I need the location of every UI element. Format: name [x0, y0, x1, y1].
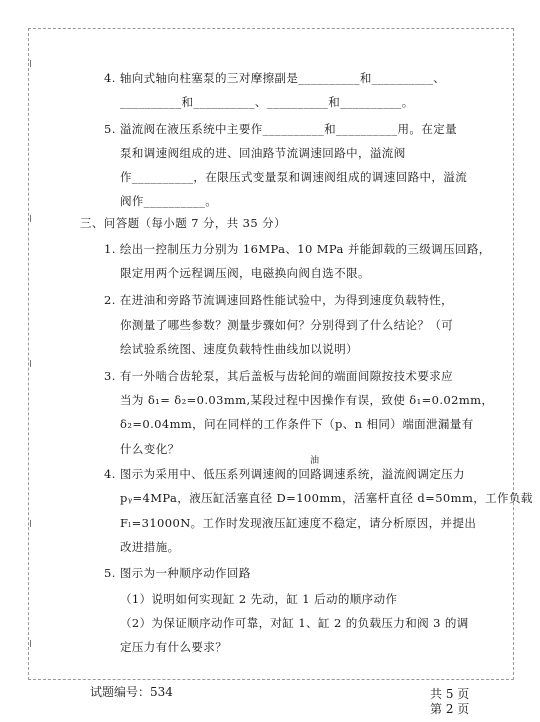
binding-tick: [30, 360, 31, 367]
question-line: 5. 溢流阀在液压系统中主要作__________和__________用。在定量: [104, 122, 458, 136]
question-line: Fₗ=31000N。工作时发现液压缸速度不稳定，请分析原因，并提出: [120, 516, 477, 530]
question-line: 4. 图示为采用中、低压系列调速阀的回路调速系统，溢流阀调定压力: [104, 467, 465, 481]
binding-tick: [30, 215, 31, 222]
question-line: δ₂=0.04mm，问在同样的工作条件下（p、n 相同）端面泄漏量有: [120, 417, 474, 431]
margin-note: 油: [310, 456, 320, 466]
question-line: 你测量了哪些参数？测量步骤如何？分别得到了什么结论？（可: [120, 318, 454, 332]
section-heading: 三、问答题（每小题 7 分，共 35 分）: [80, 216, 286, 230]
question-line: 作__________，在限压式变量泵和调速阀组成的调速回路中，溢流: [120, 170, 468, 184]
question-line: 1. 绘出一控制压力分别为 16MPa、10 MPa 并能卸载的三级调压回路，: [104, 242, 491, 256]
question-line: 4. 轴向式轴向柱塞泵的三对摩擦副是__________和__________、: [104, 71, 446, 85]
question-line: 2. 在进油和旁路节流调速回路性能试验中，为得到速度负载特性，: [104, 293, 454, 307]
question-line: 绘试验系统图、速度负载特性曲线加以说明）: [120, 342, 358, 356]
question-line: 什么变化？: [120, 442, 180, 456]
question-line: 泵和调速阀组成的进、回油路节流调速回路中，溢流阀: [120, 146, 406, 160]
question-line: 当为 δ₁= δ₂=0.03mm,某段过程中因操作有误，致使 δ₁=0.02mm，: [120, 393, 494, 407]
question-line: 定压力有什么要求？: [120, 640, 228, 654]
question-line: __________和__________、__________和__________。: [120, 95, 414, 109]
question-line: 5. 图示为一种顺序动作回路: [104, 566, 251, 580]
exam-code: 试题编号：534: [90, 685, 173, 699]
question-line: （1）说明如何实现缸 2 先动，缸 1 后动的顺序动作: [120, 592, 398, 606]
binding-tick: [30, 640, 31, 647]
question-line: 阀作__________。: [120, 194, 218, 208]
question-line: pᵧ=4MPa，液压缸活塞直径 D=100mm，活塞杆直径 d=50mm，工作负载: [120, 491, 533, 505]
binding-tick: [30, 60, 31, 67]
question-line: （2）为保证顺序动作可靠，对缸 1、缸 2 的负载压力和阀 3 的调: [120, 616, 469, 630]
binding-tick: [30, 520, 31, 527]
question-line: 限定用两个远程调压阀，电磁换向阀自选不限。: [120, 266, 370, 280]
page-number: 第 2 页: [430, 702, 470, 716]
question-line: 改进措施。: [120, 540, 180, 554]
total-pages: 共 5 页: [430, 687, 470, 701]
question-line: 3. 有一外啮合齿轮泵，其后盖板与齿轮间的端面间隙按技术要求应: [104, 369, 454, 383]
